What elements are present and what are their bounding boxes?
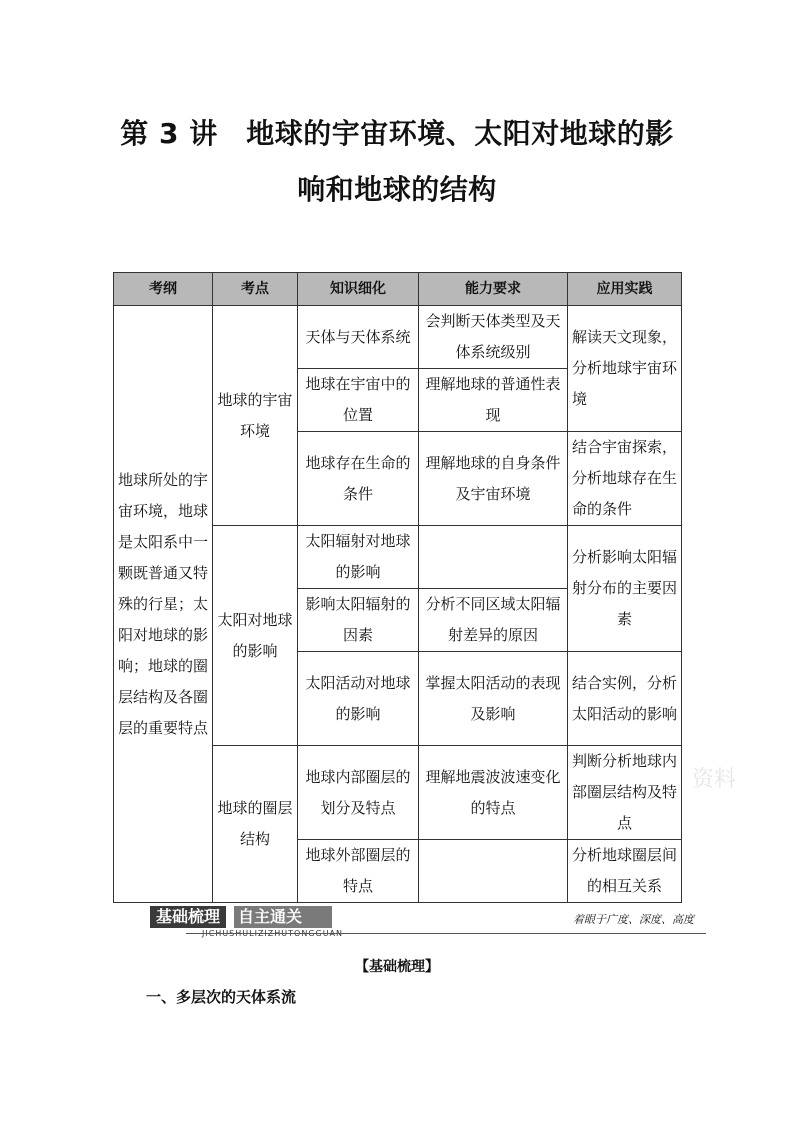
practice-cell: 解读天文现象，分析地球宇宙环境 <box>568 306 682 432</box>
banner-tag: 基础梳理 <box>150 906 226 928</box>
ability-cell: 会判断天体类型及天体系统级别 <box>419 306 568 369</box>
detail-cell: 地球外部圈层的特点 <box>298 840 419 903</box>
banner-motto: 着眼于广度、深度、高度 <box>573 913 694 926</box>
page-title-line1: 第 3 讲 地球的宇宙环境、太阳对地球的影 <box>120 117 674 150</box>
header-topic: 考点 <box>213 273 298 306</box>
topic-cell: 地球的圈层结构 <box>213 746 298 903</box>
table-row <box>114 306 682 369</box>
table-header-row <box>114 273 682 306</box>
page-title-line2: 响和地球的结构 <box>297 173 497 206</box>
practice-cell: 结合宇宙探索，分析地球存在生命的条件 <box>568 432 682 526</box>
detail-cell: 地球内部圈层的划分及特点 <box>298 746 419 840</box>
ability-cell: 理解地球的普通性表现 <box>419 369 568 432</box>
watermark: 资料 <box>692 767 737 792</box>
banner-rule <box>186 933 706 934</box>
topic-cell: 地球的宇宙环境 <box>213 306 298 526</box>
ability-cell: 掌握太阳活动的表现及影响 <box>419 652 568 746</box>
detail-cell: 影响太阳辐射的因素 <box>298 589 419 652</box>
practice-cell: 判断分析地球内部圈层结构及特点 <box>568 746 682 840</box>
header-practice: 应用实践 <box>568 273 682 306</box>
ability-cell: 分析不同区域太阳辐射差异的原因 <box>419 589 568 652</box>
detail-cell: 天体与天体系统 <box>298 306 419 369</box>
banner-subtag: 自主通关 <box>234 906 332 928</box>
practice-cell: 结合实例，分析太阳活动的影响 <box>568 652 682 746</box>
header-detail: 知识细化 <box>298 273 419 306</box>
ability-cell: 理解地球的自身条件及宇宙环境 <box>419 432 568 526</box>
ability-cell <box>419 526 568 589</box>
practice-cell: 分析影响太阳辐射分布的主要因素 <box>568 526 682 652</box>
header-syllabus: 考纲 <box>114 273 213 306</box>
practice-cell: 分析地球圈层间的相互关系 <box>568 840 682 903</box>
syllabus-cell: 地球所处的宇宙环境，地球是太阳系中一颗既普通又特殊的行星；太阳对地球的影响；地球的圈层结构及各圈层的重要特点 <box>114 306 213 903</box>
section-heading: 一、多层次的天体系流 <box>146 988 297 1006</box>
topic-cell: 太阳对地球的影响 <box>213 526 298 746</box>
syllabus-table <box>113 272 682 903</box>
ability-cell: 理解地震波波速变化的特点 <box>419 746 568 840</box>
detail-cell: 太阳辐射对地球的影响 <box>298 526 419 589</box>
section-banner <box>150 906 706 938</box>
detail-cell: 地球在宇宙中的位置 <box>298 369 419 432</box>
section-label: 【基础梳理】 <box>355 959 439 975</box>
ability-cell <box>419 840 568 903</box>
header-ability: 能力要求 <box>419 273 568 306</box>
detail-cell: 太阳活动对地球的影响 <box>298 652 419 746</box>
detail-cell: 地球存在生命的条件 <box>298 432 419 526</box>
